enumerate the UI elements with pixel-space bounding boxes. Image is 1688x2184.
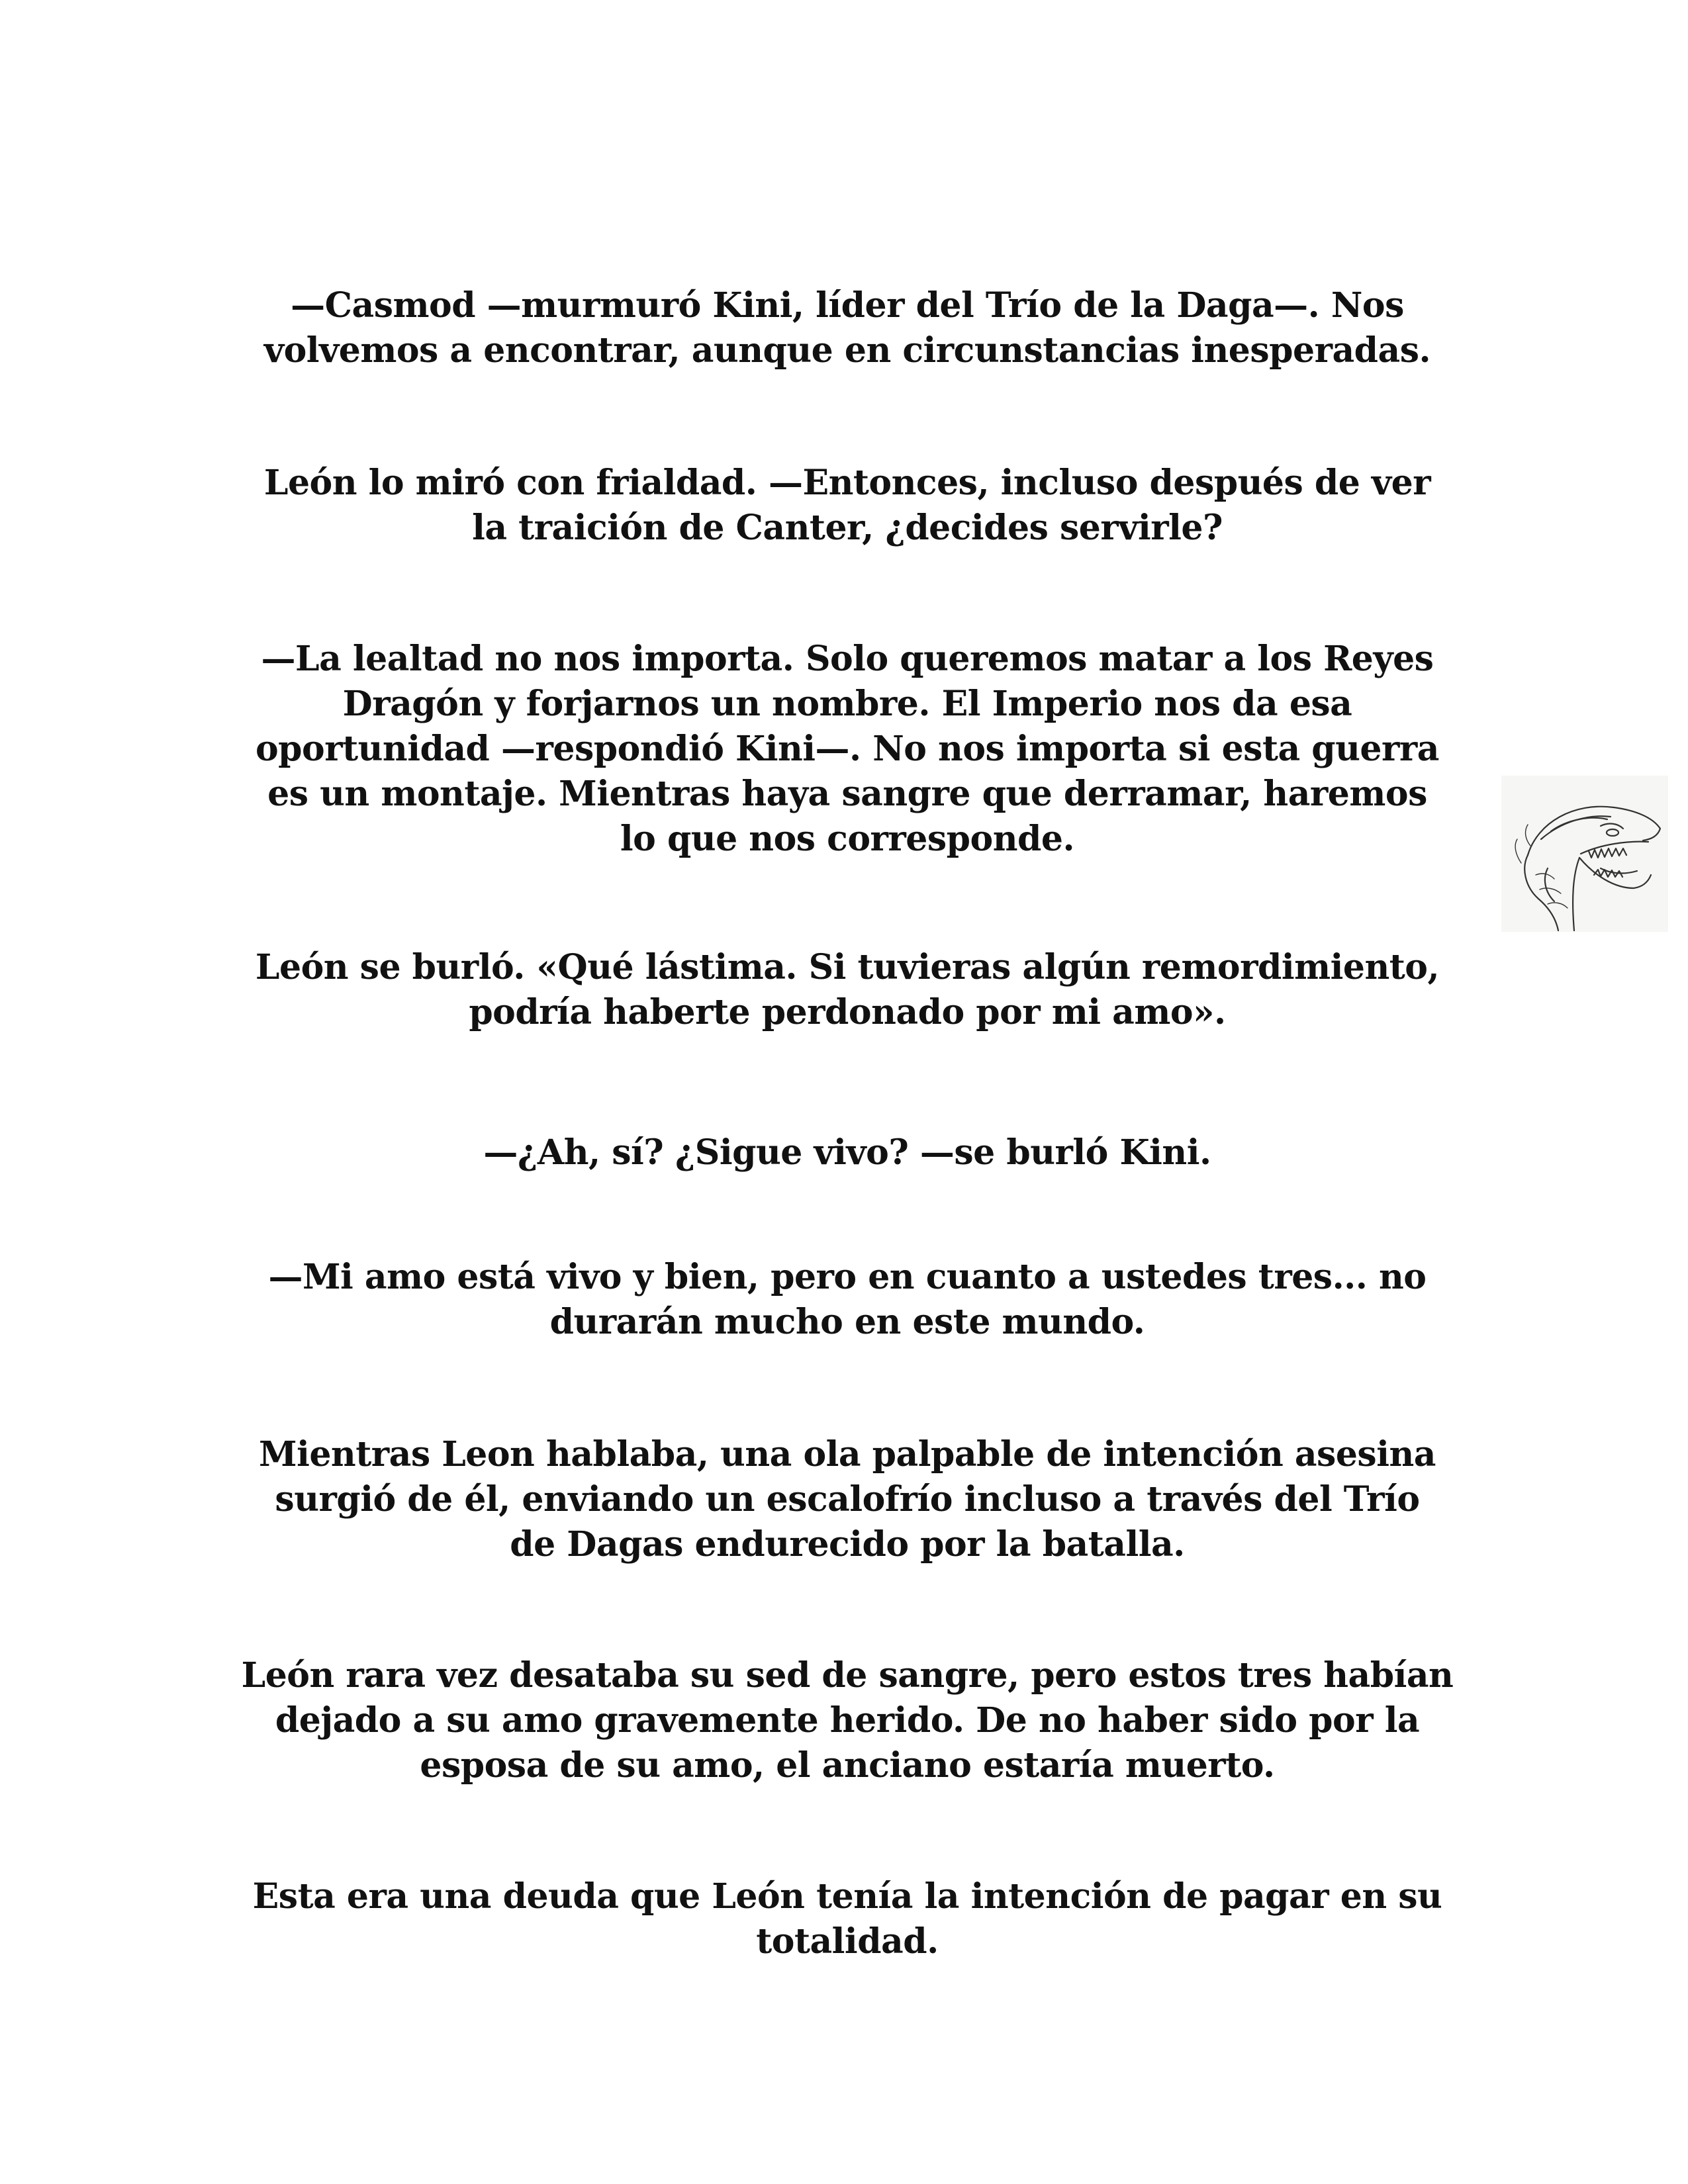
paragraph-line: la traición de Canter, ¿decides servirle?	[472, 508, 1223, 548]
paragraph-line: dejado a su amo gravemente herido. De no haber sido por la	[275, 1700, 1420, 1741]
paragraph-line: surgió de él, enviando un escalofrío incluso a través del Trío	[275, 1479, 1420, 1520]
paragraph-line: durarán mucho en este mundo.	[549, 1302, 1145, 1342]
paragraph-line: es un montaje. Mientras haya sangre que derramar, haremos	[267, 774, 1427, 814]
paragraph-line: León lo miró con frialdad. —Entonces, incluso después de ver	[263, 463, 1431, 503]
paragraph-9	[225, 1874, 1470, 1964]
paragraph-line: León se burló. «Qué lástima. Si tuvieras algún remordimiento,	[255, 947, 1440, 987]
paragraph-line: esposa de su amo, el anciano estaría muerto.	[420, 1745, 1275, 1786]
paragraph-line: oportunidad —respondió Kini—. No nos importa si esta guerra	[255, 729, 1439, 769]
paragraph-line: León rara vez desataba su sed de sangre, pero estos tres habían	[241, 1655, 1454, 1696]
paragraph-8	[225, 1653, 1470, 1788]
paragraph-7	[225, 1432, 1470, 1567]
paragraph-line: de Dagas endurecido por la batalla.	[510, 1524, 1185, 1565]
paragraph-line: —La lealtad no nos importa. Solo queremos matar a los Reyes	[261, 639, 1434, 679]
paragraph-line: —Casmod —murmuró Kini, líder del Trío de la Daga—. Nos	[291, 285, 1404, 326]
paragraph-line: Esta era una deuda que León tenía la intención de pagar en su	[252, 1876, 1442, 1917]
paragraph-2	[225, 461, 1470, 551]
paragraph-line: volvemos a encontrar, aunque en circunstancias inesperadas.	[263, 330, 1431, 371]
paragraph-4	[225, 945, 1470, 1035]
paragraph-3	[225, 637, 1470, 862]
paragraph-6	[225, 1255, 1470, 1345]
paragraph-5	[225, 1130, 1470, 1175]
paragraph-line: podría haberte perdonado por mi amo».	[469, 992, 1226, 1032]
paragraph-line: lo que nos corresponde.	[620, 819, 1075, 859]
paragraph-line: —Mi amo está vivo y bien, pero en cuanto a ustedes tres... no	[268, 1257, 1427, 1297]
paragraph-1	[225, 283, 1470, 373]
paragraph-line: Mientras Leon hablaba, una ola palpable de intención asesina	[259, 1434, 1436, 1475]
paragraph-line: Dragón y forjarnos un nombre. El Imperio nos da esa	[342, 684, 1352, 724]
dinosaur-head-sketch-icon	[1501, 776, 1668, 932]
paragraph-line: —¿Ah, sí? ¿Sigue vivo? —se burló Kini.	[483, 1132, 1211, 1173]
paragraph-line: totalidad.	[756, 1921, 939, 1962]
